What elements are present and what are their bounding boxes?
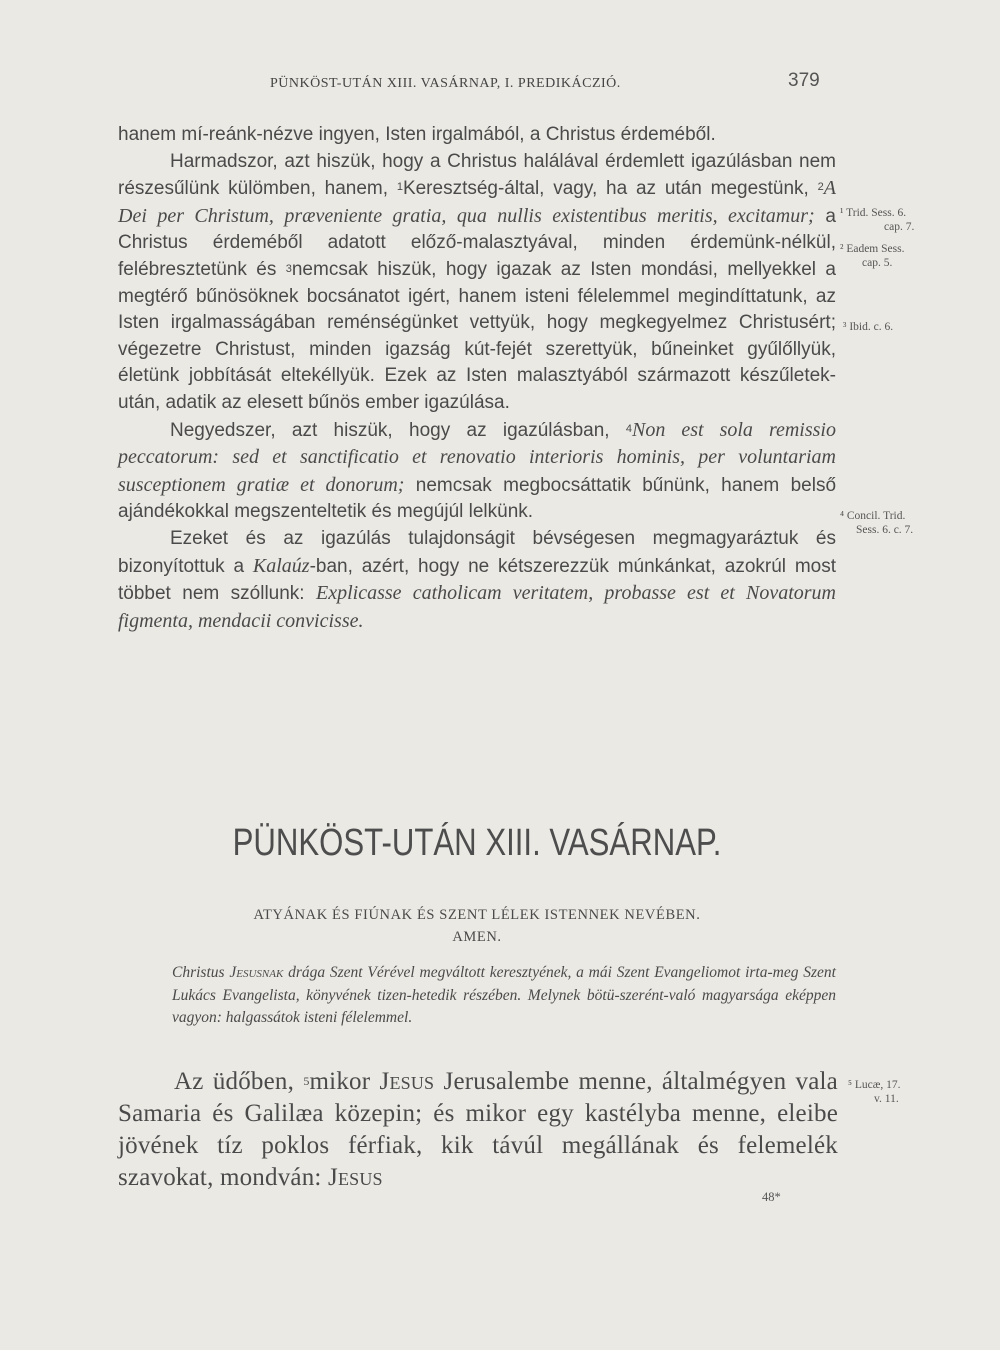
- footnote-ref-3: 3: [285, 262, 292, 275]
- text-span: Christus: [172, 964, 230, 981]
- footnote-ref-1: 1: [396, 181, 403, 194]
- sermon-text: [118, 122, 836, 635]
- latin-quote: Non est sola remissio peccatorum: sed et sanctificatio et renovatio interioris hominis, per voluntariam susceptionem gratiæ et donorum;: [118, 418, 836, 496]
- text-span: -ban, azért, hogy ne kétszerezzük múnkánkat, azokrúl most többet nem szóllunk:: [118, 555, 836, 605]
- note-line: ⁵ Lucæ, 17.: [848, 1079, 901, 1091]
- text-span: mikor: [309, 1068, 380, 1095]
- latin-quote: Explicasse catholicam veritatem, probasse est et Novatorum figmenta, mendacii convicisse.: [118, 582, 836, 632]
- note-line: cap. 5.: [862, 257, 893, 269]
- margin-note-1: [840, 206, 914, 234]
- gospel-paragraph: [118, 1066, 838, 1194]
- invocation-line: ATYÁNAK ÉS FIÚNAK ÉS SZENT LÉLEK ISTENNEK NEVÉBEN.: [253, 907, 701, 923]
- section-title: PÜNKÖST-UTÁN XIII. VASÁRNAP.: [232, 822, 722, 864]
- note-line: cap. 7.: [884, 221, 915, 233]
- intro-paragraph: [172, 962, 836, 1030]
- text-span: a Christus érdeméből adatott előző-malasztyával, minden érdemünk-nélkül, felébresztetünk és: [118, 205, 836, 280]
- margin-note-2: [840, 242, 904, 270]
- text-span: drága Szent Vérével megváltott keresztyének, a mái Szent Evangeliomot irta-meg Szent Lukács Evangelista, könyvének tizen-hetedik részében. Melynek bötü-szerént-való magyarsága eképpen vagyon: halgassátok isteni félelemmel.: [172, 964, 836, 1026]
- text-span: Harmadszor, azt hiszük, hogy a Christus halálával érdemlett igazúlásban nem részesűlünk külömben, hanem,: [118, 150, 836, 200]
- invocation-line: AMEN.: [452, 929, 502, 945]
- margin-note-5: [848, 1078, 901, 1106]
- latin-quote: A Dei per Christum, præveniente gratia, qua nullis existentibus meritis, excitamur;: [118, 177, 836, 227]
- footnote-ref-5: 5: [303, 1074, 310, 1088]
- gospel-text: [118, 1066, 838, 1194]
- text-span: Jesus: [379, 1068, 435, 1095]
- note-line: ² Eadem Sess.: [840, 243, 905, 255]
- invocation: [118, 904, 836, 948]
- text-span: nemcsak megbocsáttatik bűnünk, hanem belső ajándékokkal megszenteltetik és megújúl lelkünk.: [118, 474, 837, 523]
- text-span: Keresztség-által, vagy, ha az után megestünk,: [402, 178, 818, 200]
- margin-note-4: [840, 509, 913, 537]
- paragraph-2: [118, 149, 836, 417]
- paragraph-4: [118, 526, 836, 635]
- text-span: Negyedszer, azt hiszük, hogy az igazúlásban,: [170, 419, 626, 441]
- text-span: Jesus: [328, 1164, 383, 1191]
- text-span: nemcsak hiszük, hogy igazak az Isten mondási, mellyekkel a megtérő bűnösöknek bocsánatot igért, hanem isteni félelemmel megindíttatunk, az Isten irgalmasságában reménségünket vettyük, hogy megkegyelmez Christusért; végezetre Christust, minden igazság kút-fejét szerettyük, bűneinket gyűlőllyük, életünk jobbítását eltekéllyük. Ezek az Isten malasztyából származott készűletek-után, adatik az elesett bűnös ember igazúlása.: [118, 258, 836, 413]
- text-span: Jerusalembe menne, általmégyen vala Samaria és Galilæa közepin; és mikor egy kastélyba menne, eleibe jövének tíz poklos férfiak, kik távúl megállának és felemelék szavokat, mondván:: [118, 1068, 838, 1191]
- footnote-ref-4: 4: [625, 422, 632, 435]
- text-span: Az üdőben,: [174, 1068, 304, 1095]
- signature-mark: 48*: [762, 1190, 781, 1204]
- note-line: ¹ Trid. Sess. 6.: [840, 207, 907, 219]
- paragraph-1: hanem mí-reánk-nézve ingyen, Isten irgalmából, a Christus érdeméből.: [118, 124, 716, 145]
- note-line: Sess. 6. c. 7.: [856, 524, 914, 536]
- margin-note-3: ³ Ibid. c. 6.: [843, 321, 894, 333]
- note-line: ⁴ Concil. Trid.: [840, 510, 906, 522]
- footnote-ref-2: 2: [817, 181, 824, 194]
- text-span: Jesusnak: [229, 964, 284, 981]
- running-title: PÜNKÖST-UTÁN XIII. VASÁRNAP, I. PREDIKÁCZIÓ.: [270, 76, 621, 91]
- text-span: Ezeket és az igazúlás tulajdonságit bévségesen megmagyaráztuk és bizonyítottuk a: [118, 527, 836, 577]
- note-line: v. 11.: [874, 1093, 899, 1105]
- paragraph-3: [118, 417, 836, 526]
- page-number: 379: [788, 70, 820, 91]
- book-title: Kalaúz: [252, 554, 310, 577]
